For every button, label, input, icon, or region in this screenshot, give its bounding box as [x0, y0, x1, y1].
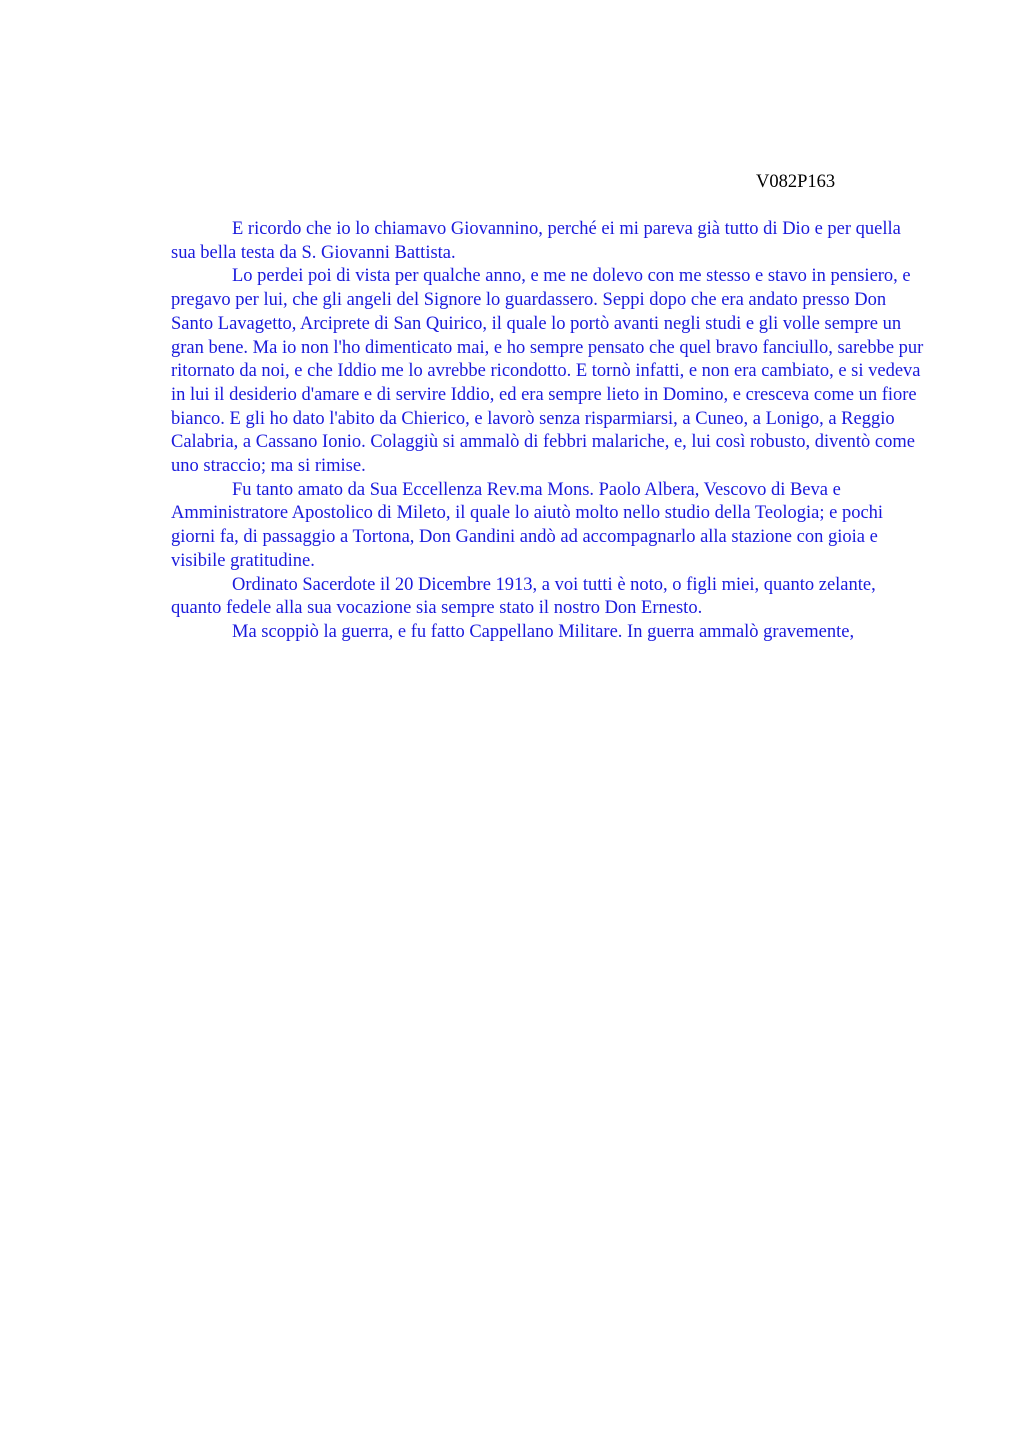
paragraph-3: Fu tanto amato da Sua Eccellenza Rev.ma Mons. Paolo Albera, Vescovo di Beva e Amministratore Apostolico di Mileto, il quale lo aiutò molto nello studio della Teologia; e pochi giorni fa, di passaggio a Tortona, Don Gandini andò ad accompagnarlo alla stazione con gioia e visibile gratitudine.: [171, 479, 884, 571]
paragraph-2: Lo perdei poi di vista per qualche anno, e me ne dolevo con me stesso e stavo in pensiero, e pregavo per lui, che gli angeli del Signore lo guardassero. Seppi dopo che era andato presso Don Santo Lavagetto, Arciprete di San Quirico, il quale lo portò avanti negli studi e gli volle sempre un gran bene. Ma io non l'ho dimenticato mai, e ho sempre pensato che quel bravo fanciullo, sarebbe pur ritornato da noi, e che Iddio me lo avrebbe ricondotto. E tornò infatti, e non era cambiato, e si vedeva in lui il desiderio d'amare e di servire Iddio, ed era sempre lieto in Domino, e cresceva come un fiore bianco. E gli ho dato l'abito da Chierico, e lavorò senza risparmiarsi, a Cuneo, a Lonigo, a Reggio Calabria, a Cassano Ionio. Colaggiù si ammalò di febbri malariche, e, lui così robusto, diventò come uno straccio; ma si rimise.: [171, 266, 924, 477]
paragraph-4: Ordinato Sacerdote il 20 Dicembre 1913, a voi tutti è noto, o figli miei, quanto zelante, quanto fedele alla sua vocazione sia sempre stato il nostro Don Ernesto.: [171, 574, 876, 619]
body-text: [171, 218, 927, 645]
page-code: V082P163: [756, 172, 836, 192]
paragraph-1: E ricordo che io lo chiamavo Giovannino, perché ei mi pareva già tutto di Dio e per quella sua bella testa da S. Giovanni Battista.: [171, 219, 901, 263]
paragraph-5: Ma scoppiò la guerra, e fu fatto Cappellano Militare. In guerra ammalò gravemente,: [232, 621, 855, 642]
